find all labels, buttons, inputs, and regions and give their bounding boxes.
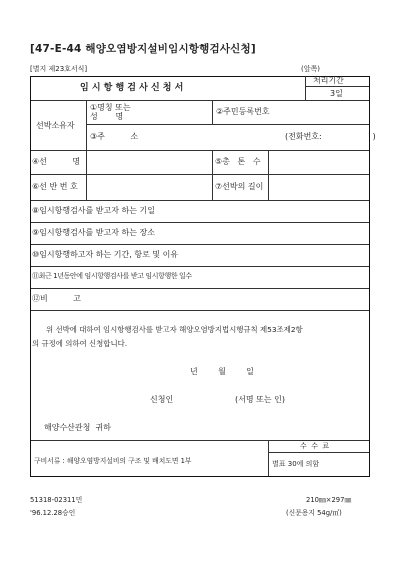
row-label-10: ⑩임시항행하고자 하는 기간, 항로 및 이유 — [32, 250, 179, 259]
owner-name-label: ①명칭 또는 성 명 — [90, 103, 131, 122]
owner-phone-label: (전화번호: ) — [285, 132, 376, 141]
paper-size: 210㎜×297㎜ — [306, 496, 352, 504]
table-left-border — [30, 76, 31, 476]
ship-label-divider — [86, 150, 87, 200]
form-number: [별지 제23호서식] — [30, 65, 88, 73]
processing-value: 3일 — [330, 89, 343, 98]
paper-type: (신문용지 54g/㎡) — [286, 509, 342, 517]
ship-row-line — [30, 174, 370, 175]
processing-bottom-line — [305, 100, 370, 101]
statement-line-1: 위 선박에 대하여 임시항행검사를 받고자 해양오염방지법시행규칙 제53조제2항 — [46, 325, 303, 334]
owner-row-line — [86, 124, 370, 125]
row-line-8 — [30, 222, 370, 223]
ship-tonnage-label: ⑤총 톤 수 — [215, 157, 261, 166]
footer-top-line — [30, 440, 370, 441]
fee-left-line — [268, 440, 269, 476]
form-heading: 임 시 항 행 검 사 신 청 서 — [80, 83, 184, 93]
applicant-label: 신청인 — [150, 395, 174, 404]
table-bottom-border — [30, 476, 370, 477]
ship-bottom-line — [30, 200, 370, 201]
heading-bottom-line — [30, 100, 305, 101]
form-title: [47-E-44 해양오염방지설비임시항행검사신청] — [30, 43, 256, 55]
row-label-9: ⑨임시항행검사를 받고자 하는 장소 — [32, 228, 155, 237]
row-line-9 — [30, 244, 370, 245]
row-label-12: ⑫비 고 — [32, 294, 81, 303]
statement-line-2: 의 규정에 의하여 신청합니다. — [32, 339, 128, 348]
owner-id-label: ②주민등록번호 — [216, 107, 270, 116]
page-side: (앞쪽) — [301, 65, 320, 73]
approval-date: '96.12.28승인 — [30, 509, 76, 517]
fee-value: 별표 30에 의함 — [272, 460, 320, 468]
fee-label: 수 수 료 — [300, 442, 330, 450]
row-line-11 — [30, 288, 370, 289]
row-line-12 — [30, 310, 370, 311]
required-documents: 구비서류 : 해양오염방지설비의 구조 및 배치도면 1부 — [34, 457, 192, 465]
processing-left-line — [305, 76, 306, 100]
row-label-11: ⑪최근 1년동안에 임시항행검사를 받고 임시항행한 일수 — [32, 272, 192, 280]
ship-length-label: ⑦선박의 길이 — [215, 182, 264, 191]
owner-bottom-line — [30, 150, 370, 151]
owner-group-label: 선박소유자 — [36, 121, 75, 130]
ship-right-divider — [268, 150, 269, 200]
ship-number-label: ⑥선 반 번 호 — [32, 182, 78, 191]
owner-mid-divider — [212, 100, 213, 124]
form-code: 51318-02311민 — [30, 496, 83, 504]
fee-divider — [268, 452, 370, 453]
ship-name-label: ④선 명 — [32, 157, 81, 166]
row-line-10 — [30, 266, 370, 267]
processing-divider — [305, 86, 370, 87]
owner-address-label: ③주 소 — [90, 132, 139, 141]
row-label-8: ⑧임시항행검사를 받고자 하는 기일 — [32, 206, 155, 215]
application-date: 년 월 일 — [190, 367, 254, 376]
ship-mid-divider — [212, 150, 213, 200]
processing-label: 처리기간 — [313, 76, 344, 85]
recipient-label: 해양수산관청 귀하 — [44, 423, 111, 432]
signature-label: (서명 또는 인) — [235, 395, 285, 404]
owner-group-divider — [86, 100, 87, 150]
